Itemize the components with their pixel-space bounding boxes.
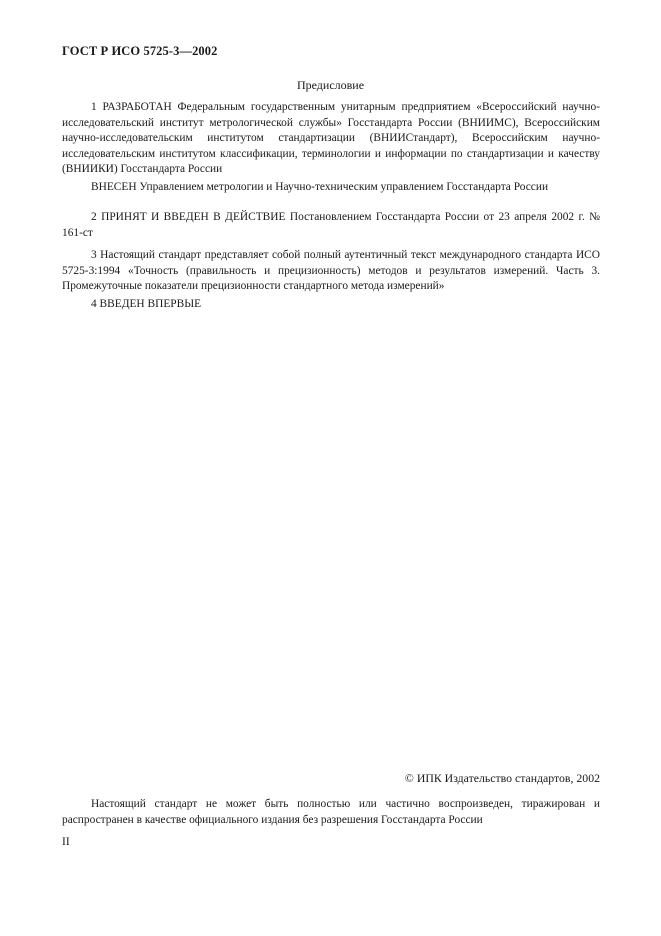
paragraph-adopted: 2 ПРИНЯТ И ВВЕДЕН В ДЕЙСТВИЕ Постановлением Госстандарта России от 23 апреля 2002 г. № 161-ст	[62, 211, 600, 239]
copyright-line: © ИПК Издательство стандартов, 2002	[404, 771, 600, 785]
section-heading: Предисловие	[296, 78, 365, 92]
paragraph-authentic-text: 3 Настоящий стандарт представляет собой полный аутентичный текст международного стандарта ИСО 5725-3:1994 «Точность (правильность и прецизионность) методов и результатов измерений. Часть 3. Промежуточные показатели прецизионности стандартного метода измерений»	[62, 249, 600, 292]
page-number: II	[62, 836, 70, 848]
paragraph-developed-by: 1 РАЗРАБОТАН Федеральным государственным унитарным предприятием «Всероссийский научно-исследовательский институт метрологической службы» Госстандарта России (ВНИИМС), Всероссийским научно-исследовательским институтом стандартизации (ВНИИСтандарт), Всероссийским научно-исследовательским институтом классификации, терминологии и информации по стандартизации и качеству (ВНИИКИ) Госстандарта России	[62, 101, 600, 175]
paragraph-first-introduced: 4 ВВЕДЕН ВПЕРВЫЕ	[91, 298, 202, 310]
document-code: ГОСТ Р ИСО 5725-3—2002	[62, 44, 218, 58]
paragraph-introduced-by: ВНЕСЕН Управлением метрологии и Научно-техническим управлением Госстандарта России	[91, 181, 549, 193]
reproduction-notice: Настоящий стандарт не может быть полностью или частично воспроизведен, тиражирован и распространен в качестве официального издания без разрешения Госстандарта России	[62, 798, 600, 826]
